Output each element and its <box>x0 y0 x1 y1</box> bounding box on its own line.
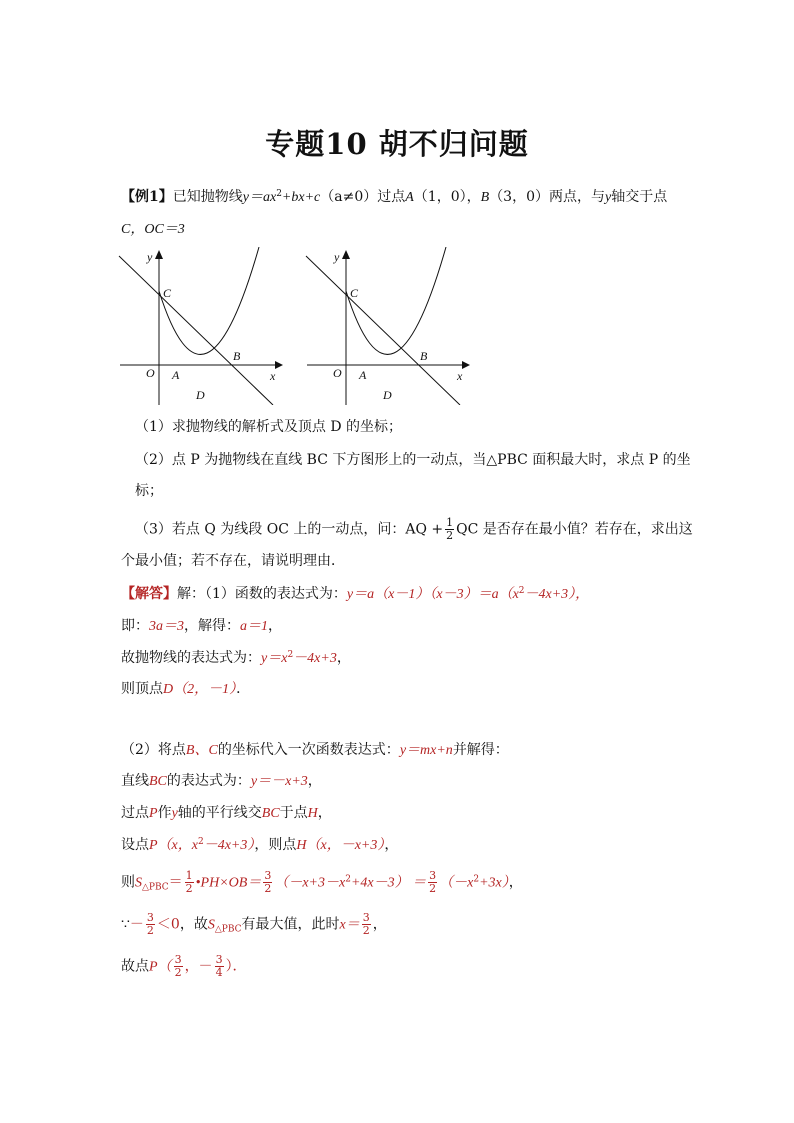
answer-part2-line-6: ∵－ $\frac{3}{2}$ ＜0，故$S_{\triangle PBC}$有最大值，此时x＝ $\frac{3}{2}$ ， <box>121 911 387 937</box>
figure-right <box>302 247 472 405</box>
label-x: x <box>270 369 276 383</box>
answer-part2-line-1: （2）将点B、C的坐标代入一次函数表达式：y＝mx+n并解得： <box>121 742 509 758</box>
answer-part2-line-3: 过点P作y轴的平行线交BC于点H， <box>121 805 332 821</box>
fraction: $\frac{3}{4}$ <box>215 953 223 979</box>
fraction: $\frac{1}{2}$ <box>185 869 193 895</box>
example-statement-line2: C，OC＝3 <box>121 222 185 237</box>
label-y: y <box>147 250 153 264</box>
label-o: O <box>333 366 342 380</box>
label-c: C <box>163 286 172 300</box>
answer-line-2: 即：3a＝3，解得：a＝1， <box>121 618 282 634</box>
answer-line-4: 则顶点D（2，－1）． <box>121 681 251 697</box>
page-title: 专题10 胡不归问题 <box>265 127 529 161</box>
fraction: $\frac{3}{2}$ <box>174 953 182 979</box>
question-2-line1: （2）点 P 为抛物线在直线 BC 下方图形上的一动点，当△PBC 面积最大时，求点 P 的坐 <box>135 452 691 468</box>
y-axis-arrow <box>155 250 163 259</box>
answer-part2-line-2: 直线BC的表达式为：y＝－x+3， <box>121 773 322 789</box>
x-axis-arrow <box>462 361 470 369</box>
label-d: D <box>383 388 392 402</box>
question-1: （1）求抛物线的解析式及顶点 D 的坐标； <box>135 419 403 435</box>
answer-line-1: 【解答】解：（1）函数的表达式为：$y=a(x-1)(x-3)=a(x^2-4x+3)$， <box>121 586 590 602</box>
answer-part2-line-7: 故点P（ $\frac{3}{2}$ ，－ $\frac{3}{4}$ ）． <box>121 953 247 979</box>
fraction: $\frac{3}{2}$ <box>429 869 437 895</box>
question-2-line2: 标； <box>135 483 163 499</box>
fraction: $\frac{3}{2}$ <box>146 911 154 937</box>
answer-line-3: 故抛物线的表达式为：$y=x^2-4x+3$， <box>121 650 351 666</box>
answer-part2-line-4: 设点P（x，$x^2-4x+3$），则点H（x，－x+3）， <box>121 837 399 853</box>
figure-left <box>115 247 285 405</box>
parabola <box>346 247 446 354</box>
question-3-line2: 个最小值；若不存在，请说明理由． <box>121 553 345 569</box>
label-a: A <box>359 368 367 382</box>
fraction: $\frac{1}{2}$ <box>446 516 454 542</box>
question-3-line1: （3）若点 Q 为线段 OC 上的一动点，问：AQ + $\frac{1}{2}$ QC 是否存在最小值？若存在，求出这 <box>135 516 693 542</box>
label-b: B <box>420 349 428 363</box>
answer-tag: 【解答】 <box>121 586 177 602</box>
fraction: $\frac{3}{2}$ <box>264 869 272 895</box>
example-statement-line1: 【例1】已知抛物线$y=ax^2+bx+c(a\ne 0)$过点A（1，0），B（3，0）两点，与y轴交于点 <box>121 189 668 205</box>
parabola <box>159 247 259 354</box>
fraction: $\frac{3}{2}$ <box>362 911 370 937</box>
y-axis-arrow <box>342 250 350 259</box>
x-axis-arrow <box>275 361 283 369</box>
label-o: O <box>146 366 155 380</box>
label-b: B <box>233 349 241 363</box>
label-a: A <box>172 368 180 382</box>
label-x: x <box>457 369 463 383</box>
label-y: y <box>334 250 340 264</box>
answer-part2-line-5: 则$S_{\triangle PBC}=$ $\frac{1}{2}$ •PH×OB＝ $\frac{3}{2}$ $(-x+3-x^2+4x-3)$ ＝ $\frac{3}{2}$ $(-x^2+3x)$， <box>121 869 523 895</box>
label-c: C <box>350 286 359 300</box>
example-tag: 【例1】 <box>121 189 173 205</box>
label-d: D <box>196 388 205 402</box>
